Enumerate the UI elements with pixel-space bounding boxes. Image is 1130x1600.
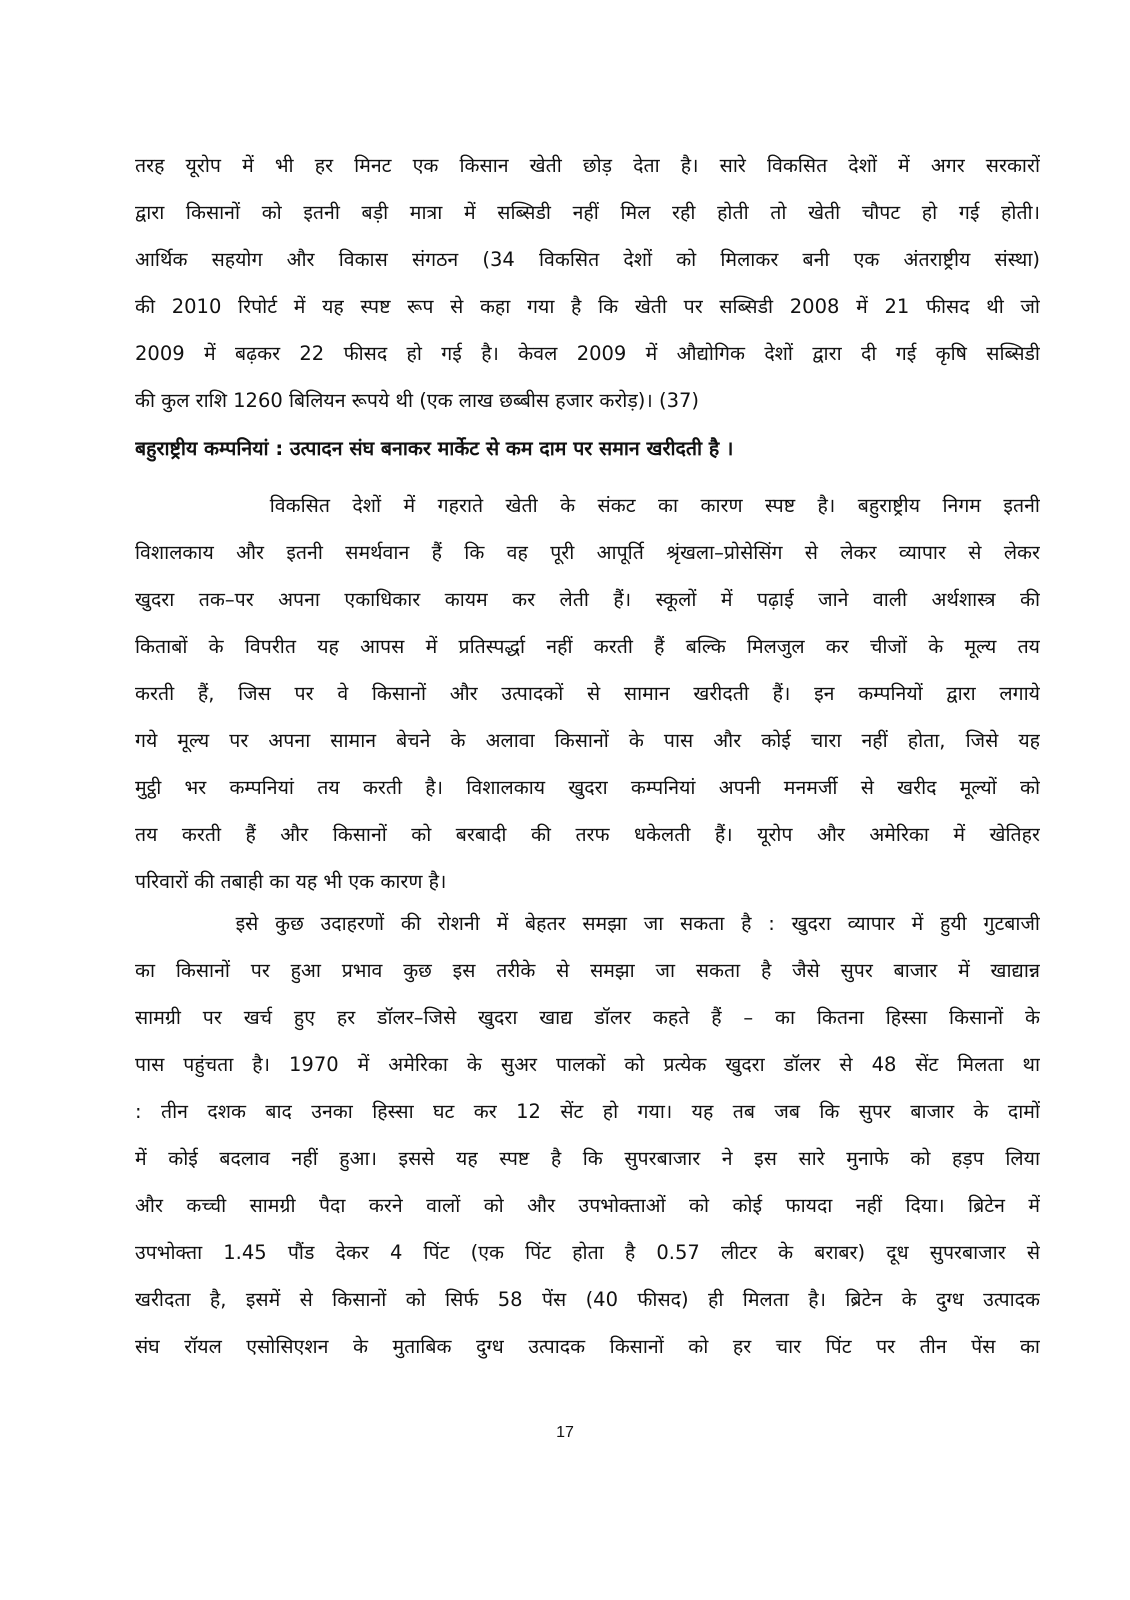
- paragraph-3-line: संघ रॉयल एसोसिएशन के मुताबिक दुग्ध उत्पादक किसानों को हर चार पिंट पर तीन पेंस का: [135, 1335, 1040, 1358]
- paragraph-3-line: खरीदता है, इसमें से किसानों को सिर्फ 58 पेंस (40 फीसद) ही मिलता है। ब्रिटेन के दुग्ध उत्पादक: [135, 1288, 1040, 1311]
- paragraph-3-line: में कोई बदलाव नहीं हुआ। इससे यह स्पष्ट है कि सुपरबाजार ने इस सारे मुनाफे को हड़प लिया: [135, 1147, 1040, 1170]
- paragraph-3-line: और कच्ची सामग्री पैदा करने वालों को और उपभोक्ताओं को कोई फायदा नहीं दिया। ब्रिटेन में: [135, 1194, 1040, 1217]
- paragraph-3-line: : तीन दशक बाद उनका हिस्सा घट कर 12 सेंट हो गया। यह तब जब कि सुपर बाजार के दामों: [135, 1100, 1040, 1123]
- paragraph-1-line: 2009 में बढ़कर 22 फीसद हो गई है। केवल 2009 में औद्योगिक देशों द्वारा दी गई कृषि सब्सिडी: [135, 342, 1040, 365]
- paragraph-3-line: सामग्री पर खर्च हुए हर डॉलर–जिसे खुदरा खाद्य डॉलर कहते हैं – का कितना हिस्सा किसानों के: [135, 1006, 1040, 1029]
- paragraph-2-line: विकसित देशों में गहराते खेती के संकट का कारण स्पष्ट है। बहुराष्ट्रीय निगम इतनी: [135, 494, 1040, 517]
- paragraph-2-line: खुदरा तक–पर अपना एकाधिकार कायम कर लेती हैं। स्कूलों में पढ़ाई जाने वाली अर्थशास्त्र की: [135, 588, 1040, 611]
- paragraph-3-line: का किसानों पर हुआ प्रभाव कुछ इस तरीके से समझा जा सकता है जैसे सुपर बाजार में खाद्यान्न: [135, 959, 1040, 982]
- paragraph-3-line: उपभोक्ता 1.45 पौंड देकर 4 पिंट (एक पिंट होता है 0.57 लीटर के बराबर) दूध सुपरबाजार से: [135, 1241, 1040, 1264]
- paragraph-1-line: की 2010 रिपोर्ट में यह स्पष्ट रूप से कहा गया है कि खेती पर सब्सिडी 2008 में 21 फीसद थी जो: [135, 295, 1040, 318]
- paragraph-2-line: गये मूल्य पर अपना सामान बेचने के अलावा किसानों के पास और कोई चारा नहीं होता, जिसे यह: [135, 729, 1040, 752]
- paragraph-1-line: की कुल राशि 1260 बिलियन रूपये थी (एक लाख छब्बीस हजार करोड़)। (37): [135, 389, 700, 412]
- paragraph-2-line: किताबों के विपरीत यह आपस में प्रतिस्पर्द्धा नहीं करती हैं बल्कि मिलजुल कर चीजों के मूल्य तय: [135, 635, 1040, 658]
- paragraph-2-line: विशालकाय और इतनी समर्थवान हैं कि वह पूरी आपूर्ति श्रृंखला–प्रोसेसिंग से लेकर व्यापार से लेकर: [135, 541, 1040, 564]
- paragraph-3-line: पास पहुंचता है। 1970 में अमेरिका के सुअर पालकों को प्रत्येक खुदरा डॉलर से 48 सेंट मिलता था: [135, 1053, 1040, 1076]
- page-number: 17: [556, 1424, 574, 1441]
- paragraph-1-line: तरह यूरोप में भी हर मिनट एक किसान खेती छोड़ देता है। सारे विकसित देशों में अगर सरकारों: [135, 154, 1040, 177]
- paragraph-1: [135, 142, 1040, 424]
- paragraph-1-line: आर्थिक सहयोग और विकास संगठन (34 विकसित देशों को मिलाकर बनी एक अंतराष्ट्रीय संस्था): [135, 248, 1040, 271]
- paragraph-2-line: तय करती हैं और किसानों को बरबादी की तरफ धकेलती हैं। यूरोप और अमेरिका में खेतिहर: [135, 823, 1040, 846]
- paragraph-1-line: द्वारा किसानों को इतनी बड़ी मात्रा में सब्सिडी नहीं मिल रही होती तो खेती चौपट हो गई होती।: [135, 201, 1040, 224]
- paragraph-2: [135, 482, 1040, 905]
- paragraph-2-line: मुट्ठी भर कम्पनियां तय करती है। विशालकाय खुदरा कम्पनियां अपनी मनमर्जी से खरीद मूल्यों को: [135, 776, 1040, 799]
- paragraph-3-line: इसे कुछ उदाहरणों की रोशनी में बेहतर समझा जा सकता है : खुदरा व्यापार में हुयी गुटबाजी: [135, 912, 1040, 935]
- section-heading: बहुराष्ट्रीय कम्पनियां : उत्पादन संघ बनाकर मार्केट से कम दाम पर समान खरीदती है ।: [135, 437, 734, 460]
- paragraph-2-line: करती हैं, जिस पर वे किसानों और उत्पादकों से सामान खरीदती हैं। इन कम्पनियों द्वारा लगाये: [135, 682, 1040, 705]
- paragraph-3: [135, 900, 1040, 1370]
- paragraph-2-line: परिवारों की तबाही का यह भी एक कारण है।: [135, 870, 447, 893]
